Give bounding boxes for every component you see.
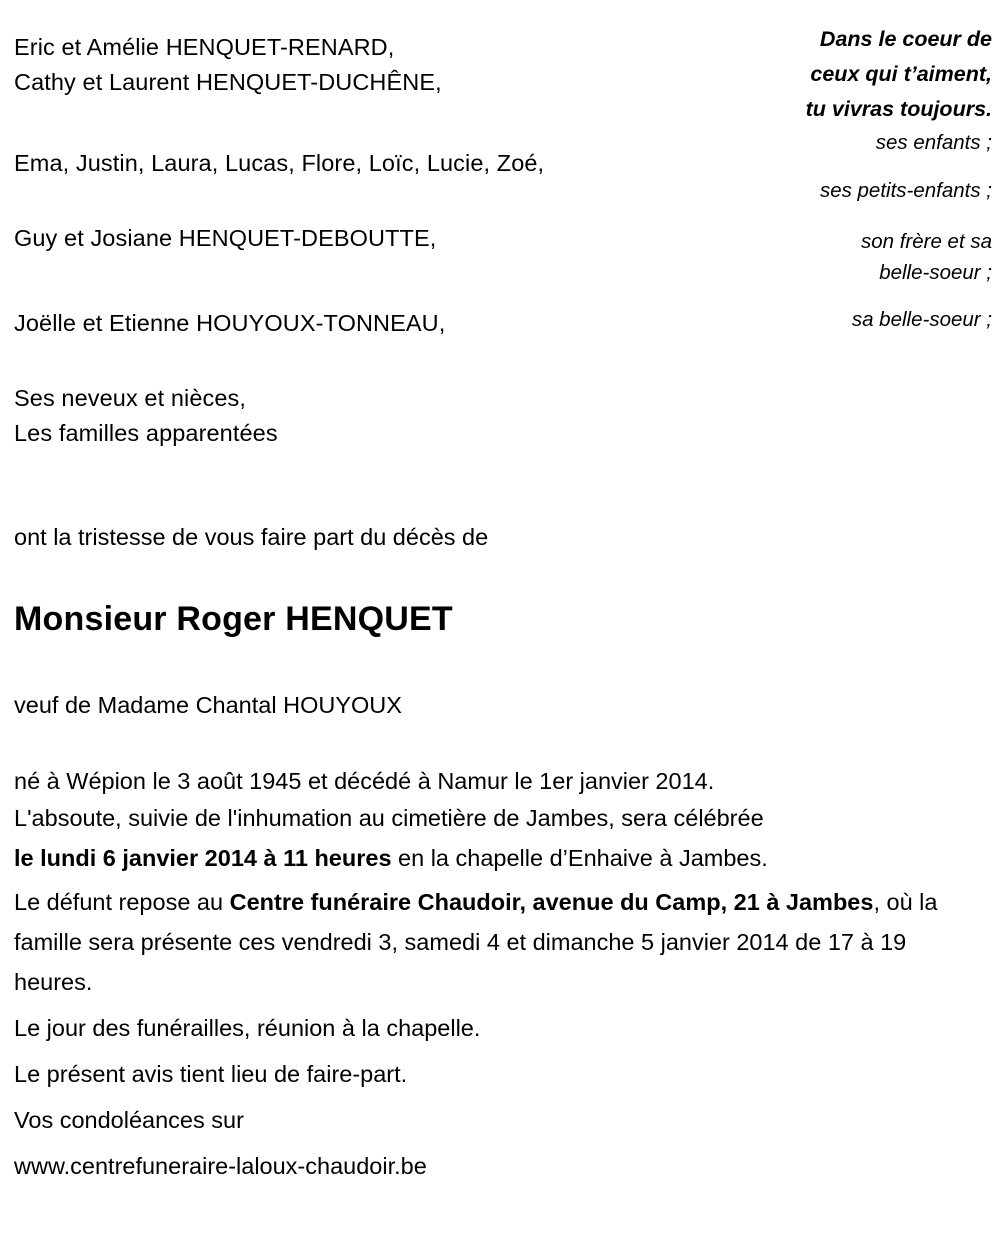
spacer xyxy=(14,341,694,381)
relation-sister-in-law: sa belle-soeur ; xyxy=(851,308,992,331)
spacer xyxy=(692,158,992,175)
spacer xyxy=(14,100,694,146)
memorial-quote-line-2: ceux qui t’aiment, xyxy=(810,62,992,86)
family-line-3: Ema, Justin, Laura, Lucas, Flore, Loïc, Lucie, Zoé, xyxy=(14,150,545,176)
family-line-6: Ses neveux et nièces, xyxy=(14,385,247,411)
family-line-7: Les familles apparentées xyxy=(14,420,278,446)
relation-grandchildren: ses petits-enfants ; xyxy=(819,179,992,202)
family-line-2: Cathy et Laurent HENQUET-DUCHÊNE, xyxy=(14,69,442,95)
announcement-body xyxy=(14,520,986,1186)
family-line-5: Joëlle et Etienne HOUYOUX-TONNEAU, xyxy=(14,310,446,336)
family-line-1: Eric et Amélie HENQUET-RENARD, xyxy=(14,34,395,60)
relation-brother-line-1: son frère et sa xyxy=(860,230,992,253)
repose-location: Centre funéraire Chaudoir, avenue du Camp, 21 à Jambes xyxy=(229,889,874,915)
spacer xyxy=(692,206,992,226)
announcement-intro: ont la tristesse de vous faire part du décès de xyxy=(14,524,489,550)
website-url: www.centrefuneraire-laloux-chaudoir.be xyxy=(14,1153,427,1179)
funeral-day-line: Le jour des funérailles, réunion à la chapelle. xyxy=(14,1015,481,1041)
ceremony-datetime: le lundi 6 janvier 2014 à 11 heures xyxy=(14,845,392,871)
relation-brother-line-2: belle-soeur ; xyxy=(879,261,992,284)
deceased-name: Monsieur Roger HENQUET xyxy=(14,600,453,638)
condolences-line: Vos condoléances sur xyxy=(14,1107,244,1133)
top-section xyxy=(0,0,1000,500)
relations-column xyxy=(692,22,992,335)
repose-text-after: , où la famille sera présente ces vendredi 3, samedi 4 et dimanche 5 janvier 2014 de 17 à 19 heures. xyxy=(14,889,938,995)
spacer xyxy=(14,256,694,306)
memorial-quote-line-3: tu vivras toujours. xyxy=(805,97,992,121)
repose-text-before: Le défunt repose au xyxy=(14,889,230,915)
relation-children: ses enfants ; xyxy=(875,131,992,154)
ceremony-text-before: L'absoute, suivie de l'inhumation au cimetière de Jambes, sera célébrée xyxy=(14,805,764,831)
ceremony-paragraph xyxy=(14,798,986,878)
ceremony-text-after: en la chapelle d’Enhaive à Jambes. xyxy=(391,845,768,871)
memorial-quote-line-1: Dans le coeur de xyxy=(819,27,992,51)
spacer xyxy=(14,181,694,221)
spacer xyxy=(692,288,992,304)
spouse-line: veuf de Madame Chantal HOUYOUX xyxy=(14,692,402,718)
family-names-column xyxy=(14,30,694,451)
notice-line: Le présent avis tient lieu de faire-part. xyxy=(14,1061,408,1087)
family-line-4: Guy et Josiane HENQUET-DEBOUTTE, xyxy=(14,225,437,251)
birth-death-line: né à Wépion le 3 août 1945 et décédé à Namur le 1er janvier 2014. xyxy=(14,768,715,794)
repose-paragraph xyxy=(14,882,986,1002)
